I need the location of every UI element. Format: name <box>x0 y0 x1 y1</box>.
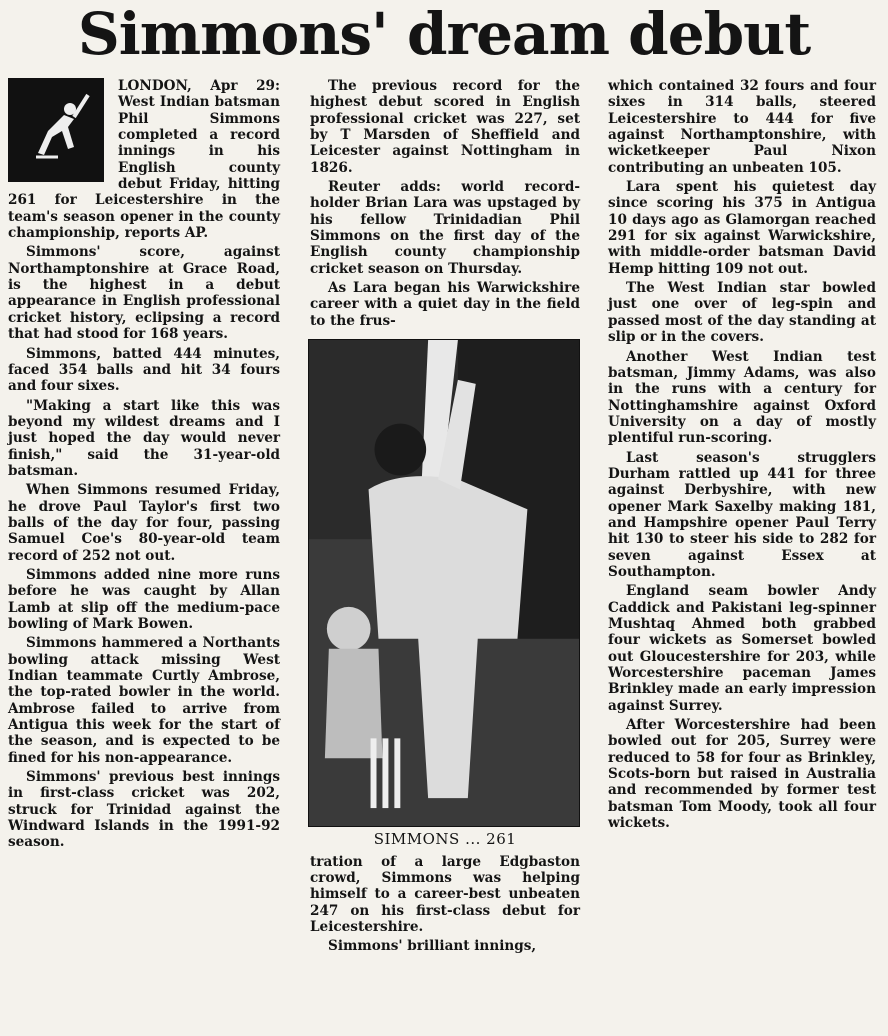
article-paragraph: Simmons hammered a Northants bowling attack missing West Indian teammate Curtly Ambrose, the top-rated bowler in the world. Ambrose failed to arrive from Antigua this week for the start of the season, and is expected to be fined for his non-appearance. <box>8 635 280 766</box>
article-paragraph: Reuter adds: world record-holder Brian Lara was upstaged by his fellow Trinidadian Phil Simmons on the first day of the English county championship cricket season on Thursday. <box>310 179 580 277</box>
article-paragraph: After Worcestershire had been bowled out for 205, Surrey were reduced to 58 for four as Brinkley, Scots-born but raised in Australia and recommended by former test batsman Tom Moody, took all four wickets. <box>608 717 876 832</box>
article-paragraph: Simmons' score, against Northamptonshire at Grace Road, is the highest in a debut appearance in English professional cricket history, eclipsing a record that had stood for 168 years. <box>8 244 280 343</box>
article-paragraph: Simmons' previous best innings in first-class cricket was 202, struck for Trinidad against the Windward Islands in the 1991-92 season. <box>8 769 280 851</box>
article-column-3 <box>608 78 876 834</box>
article-paragraph: The West Indian star bowled just one over of leg-spin and passed most of the day standing at slip or in the covers. <box>608 280 876 346</box>
headline: Simmons' dream debut <box>77 0 811 68</box>
dateline: LONDON, Apr 29: <box>118 78 280 94</box>
article-paragraph: Simmons' brilliant innings, <box>328 938 537 955</box>
article-paragraph: Simmons added nine more runs before he was caught by Allan Lamb at slip off the medium-pace bowling of Mark Bowen. <box>8 566 280 632</box>
article-paragraph: England seam bowler Andy Caddick and Pakistani leg-spinner Mushtaq Ahmed both grabbed four wickets as Somerset bowled out Gloucestershire for 203, while Worcestershire paceman James Brinkley made an early impression against Surrey. <box>608 583 876 714</box>
article-paragraph: Another West Indian test batsman, Jimmy Adams, was also in the runs with a century for Nottinghamshire against Oxford University on a day of mostly plentiful run-scoring. <box>608 348 876 447</box>
article-paragraph: Simmons, batted 444 minutes, faced 354 balls and hit 34 fours and four sixes. <box>8 345 280 395</box>
article-paragraph: The previous record for the highest debut scored in English professional cricket was 227, set by T Marsden of Sheffield and Leicester against Nottingham in 1826. <box>310 78 580 176</box>
article-paragraph: which contained 32 fours and four sixes in 314 balls, steered Leicestershire to 444 for five against Northamptonshire, with wicketkeeper Paul Nixon contributing an unbeaten 105. <box>608 78 876 176</box>
cricket-section-logo <box>8 78 104 182</box>
article-paragraph: "Making a start like this was beyond my wildest dreams and I just hoped the day would never finish," said the 31-year-old batsman. <box>8 397 280 479</box>
batsman-photo <box>308 339 580 827</box>
article-column-2 <box>310 78 580 958</box>
article-paragraph: When Simmons resumed Friday, he drove Paul Taylor's first two balls of the day for four, passing Samuel Coe's 80-year-old team record of 252 not out. <box>8 482 280 564</box>
article-paragraph: Lara spent his quietest day since scoring his 375 in Antigua 10 days ago as Glamorgan reached 291 for six against Warwickshire, with middle-order batsman David Hemp hitting 109 not out. <box>608 179 876 277</box>
article-paragraph: LONDON, Apr 29: West Indian batsman Phil Simmons completed a record innings in his English county debut Friday, hitting 261 for Leicestershire in the team's season opener in the county championship, reports AP. <box>8 78 280 242</box>
photo-caption: SIMMONS ... 261 <box>373 830 517 849</box>
batsman-silhouette-icon <box>18 87 94 173</box>
article-paragraph: Last season's strugglers Durham rattled up 441 for three against Derbyshire, with new opener Mark Saxelby making 181, and Hampshire opener Paul Terry hit 130 to steer his side to 282 for seven against Essex at Southampton. <box>608 449 876 580</box>
article-paragraph: tration of a large Edgbaston crowd, Simmons was helping himself to a career-best unbeaten 247 on his first-class debut for Leicestershire. <box>310 853 580 935</box>
article-column-1 <box>8 78 280 854</box>
article-paragraph: As Lara began his Warwickshire career with a quiet day in the field to the frus- <box>310 280 580 329</box>
